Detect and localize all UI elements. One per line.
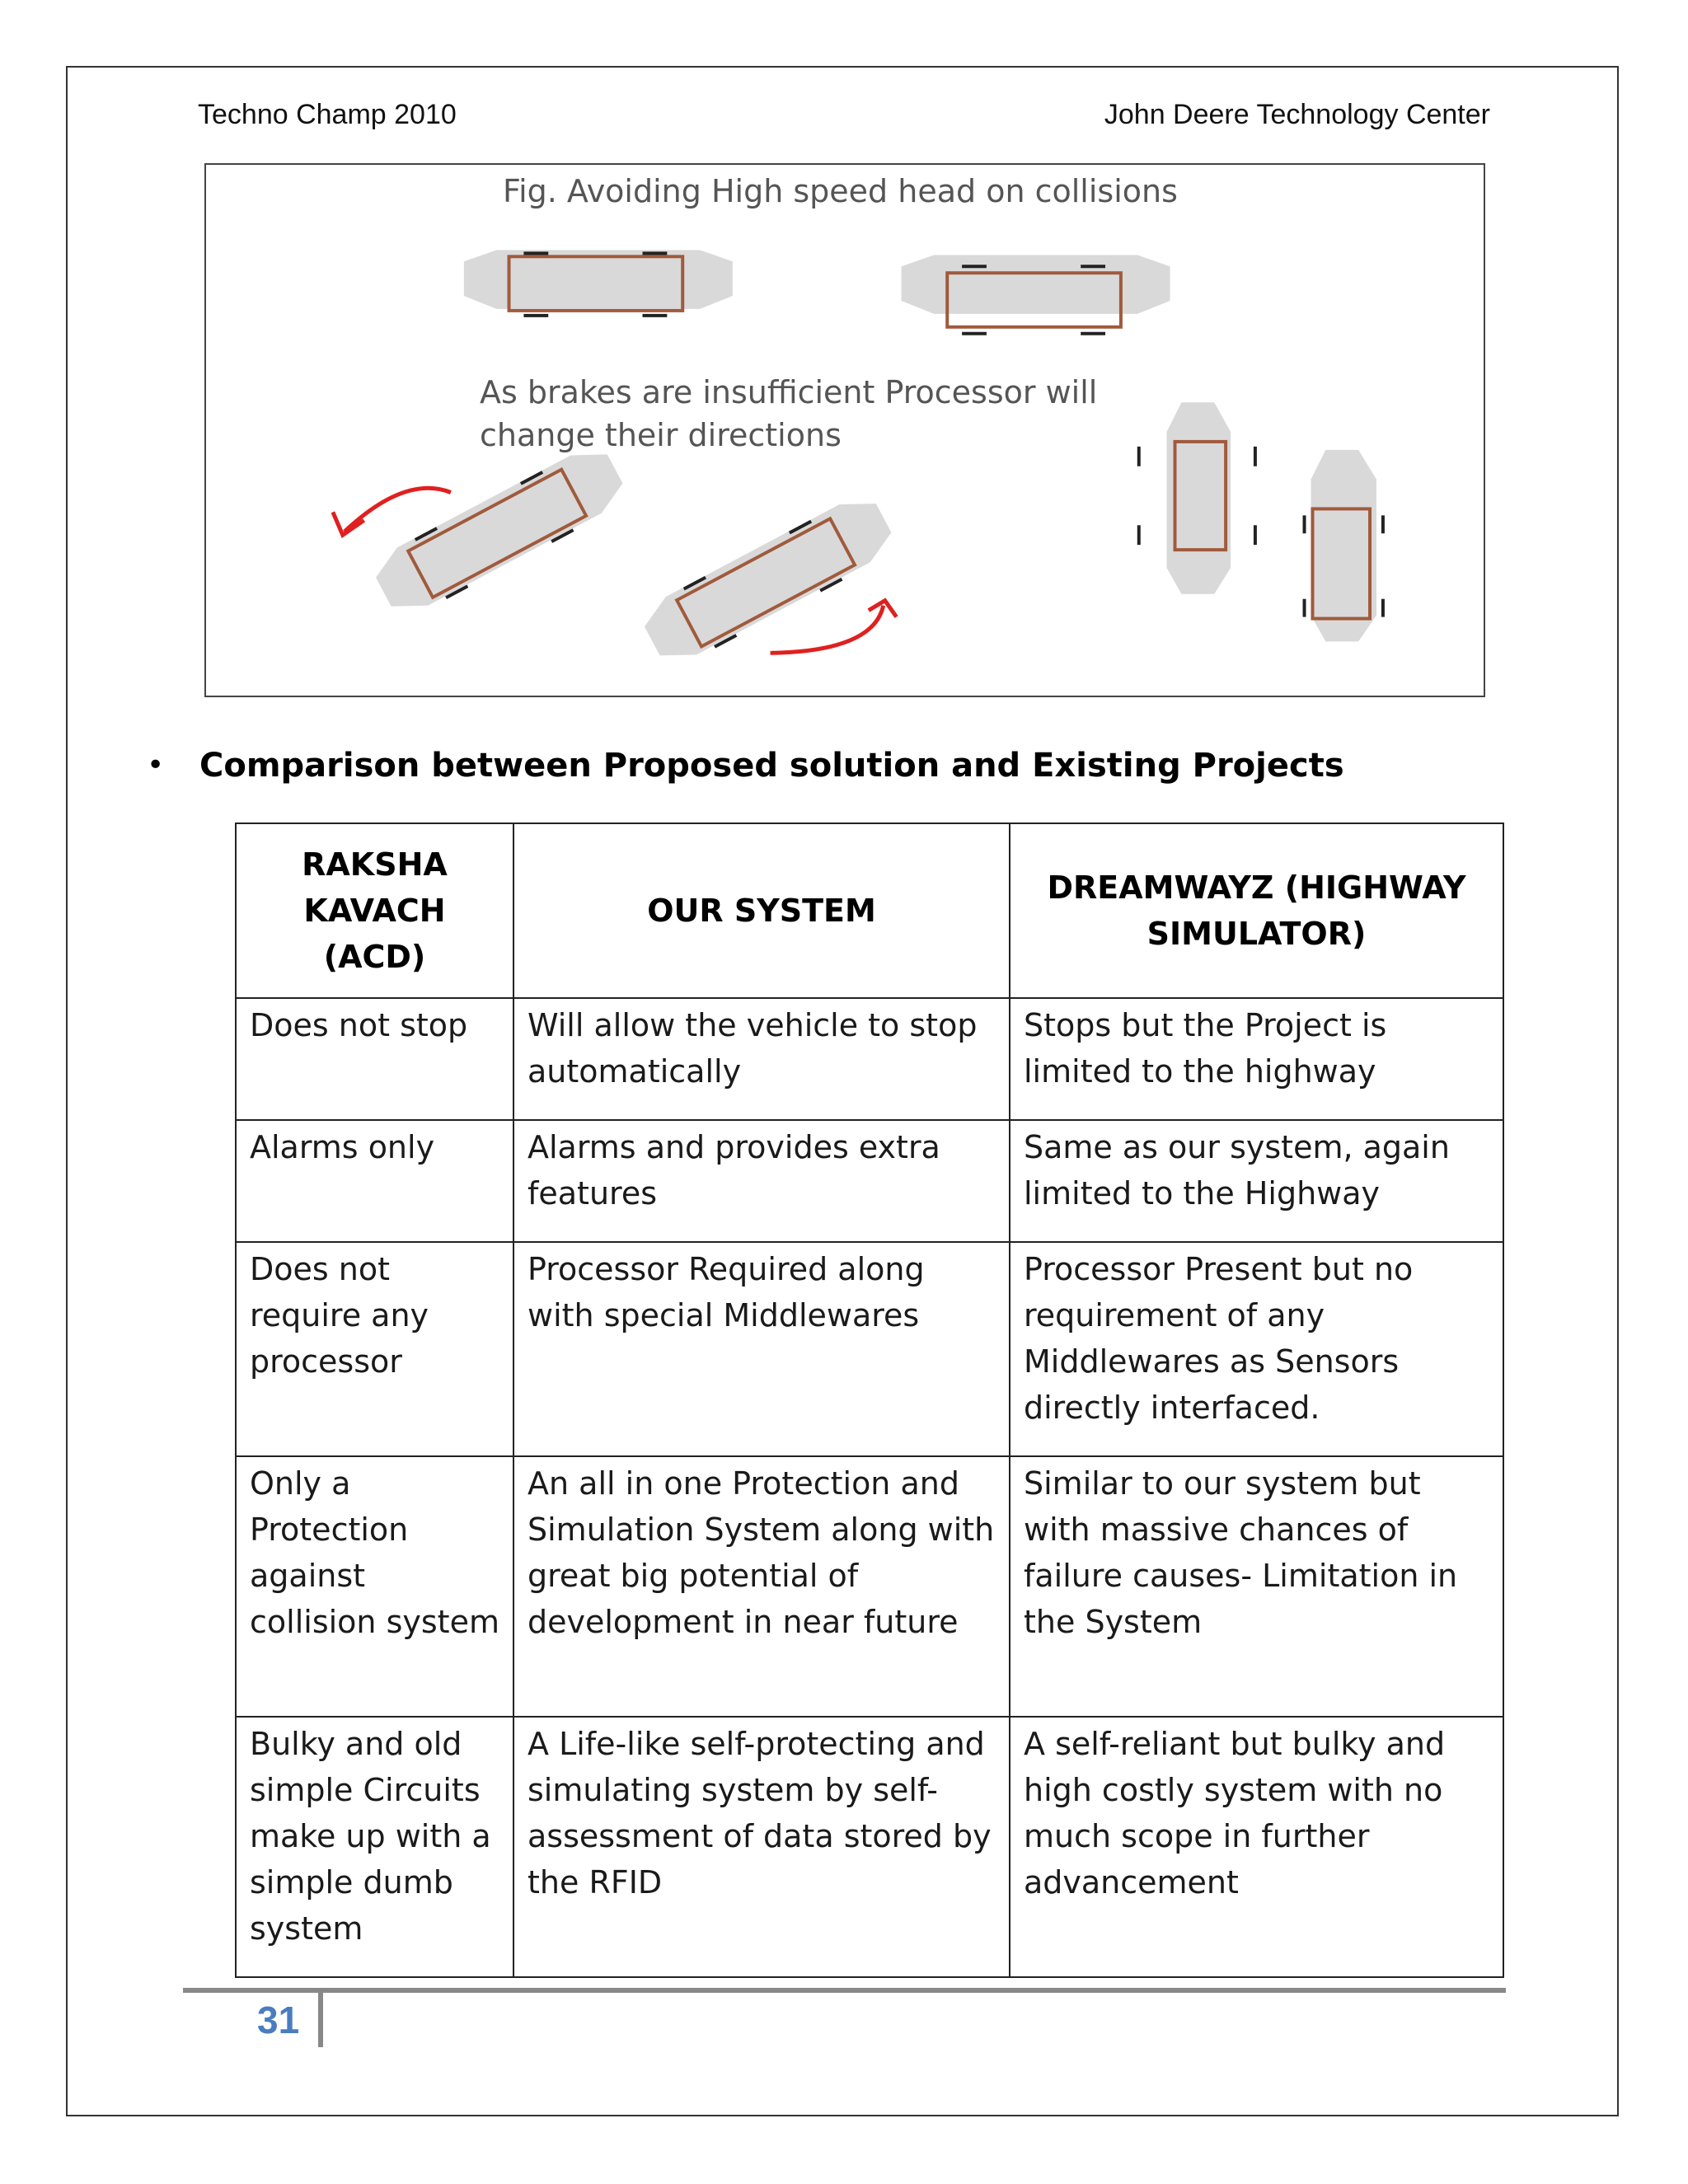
table-cell: Bulky and old simple Circuits make up with a simple dumb system (236, 1717, 513, 1977)
table-cell: A Life-like self-protecting and simulating system by self-assessment of data stored by the RFID (513, 1717, 1010, 1977)
car-top-left (464, 250, 733, 316)
table-cell: An all in one Protection and Simulation System along with great big potential of development in near future (513, 1456, 1010, 1717)
table-row (236, 1717, 1503, 1977)
table-cell: Alarms only (236, 1120, 513, 1242)
page-number-separator (318, 1993, 323, 2047)
table-cell: A self-reliant but bulky and high costly system with no much scope in further advancement (1010, 1717, 1503, 1977)
table-cell: Alarms and provides extra features (513, 1120, 1010, 1242)
car-diverted-left (333, 440, 631, 622)
table-cell: Processor Present but no requirement of any Middlewares as Sensors directly interfaced. (1010, 1242, 1503, 1456)
page-number: 31 (257, 1999, 300, 2041)
table-cell: Does not require any processor (236, 1242, 513, 1456)
header-left-title: Techno Champ 2010 (198, 99, 457, 130)
bullet-point: • (147, 748, 165, 782)
table-cell: Will allow the vehicle to stop automatically (513, 998, 1010, 1120)
car-vertical-2 (1305, 450, 1383, 642)
table-cell: Same as our system, again limited to the Highway (1010, 1120, 1503, 1242)
figure-caption-line-2: change their directions (480, 417, 842, 453)
table-cell: Does not stop (236, 998, 513, 1120)
table-row (236, 1242, 1503, 1456)
figure-title: Fig. Avoiding High speed head on collisions (503, 173, 1178, 209)
comparison-table (235, 823, 1504, 1978)
table-cell: Only a Protection against collision system (236, 1456, 513, 1717)
collision-figure (204, 163, 1485, 697)
table-cell: Stops but the Project is limited to the highway (1010, 998, 1503, 1120)
car-diverted-middle (637, 489, 900, 671)
table-row (236, 998, 1503, 1120)
figure-caption-line-1: As brakes are insufficient Processor will (480, 374, 1098, 410)
table-row (236, 1120, 1503, 1242)
footer-divider (183, 1988, 1506, 1993)
comparison-section-heading (147, 742, 1344, 790)
table-row (236, 1456, 1503, 1717)
table-header-row (236, 823, 1503, 998)
section-title: Comparison between Proposed solution and Existing Projects (199, 747, 1344, 785)
header-right-title: John Deere Technology Center (1104, 99, 1490, 130)
car-vertical-1 (1139, 402, 1255, 594)
figure-caption (480, 371, 1097, 457)
car-top-right (902, 255, 1170, 333)
column-header-dreamwayz: DREAMWAYZ (HIGHWAY SIMULATOR) (1010, 823, 1503, 998)
table-cell: Processor Required along with special Middlewares (513, 1242, 1010, 1456)
table-cell: Similar to our system but with massive chances of failure causes- Limitation in the System (1010, 1456, 1503, 1717)
column-header-our-system: OUR SYSTEM (513, 823, 1010, 998)
column-header-raksha-kavach: RAKSHA KAVACH (ACD) (236, 823, 513, 998)
